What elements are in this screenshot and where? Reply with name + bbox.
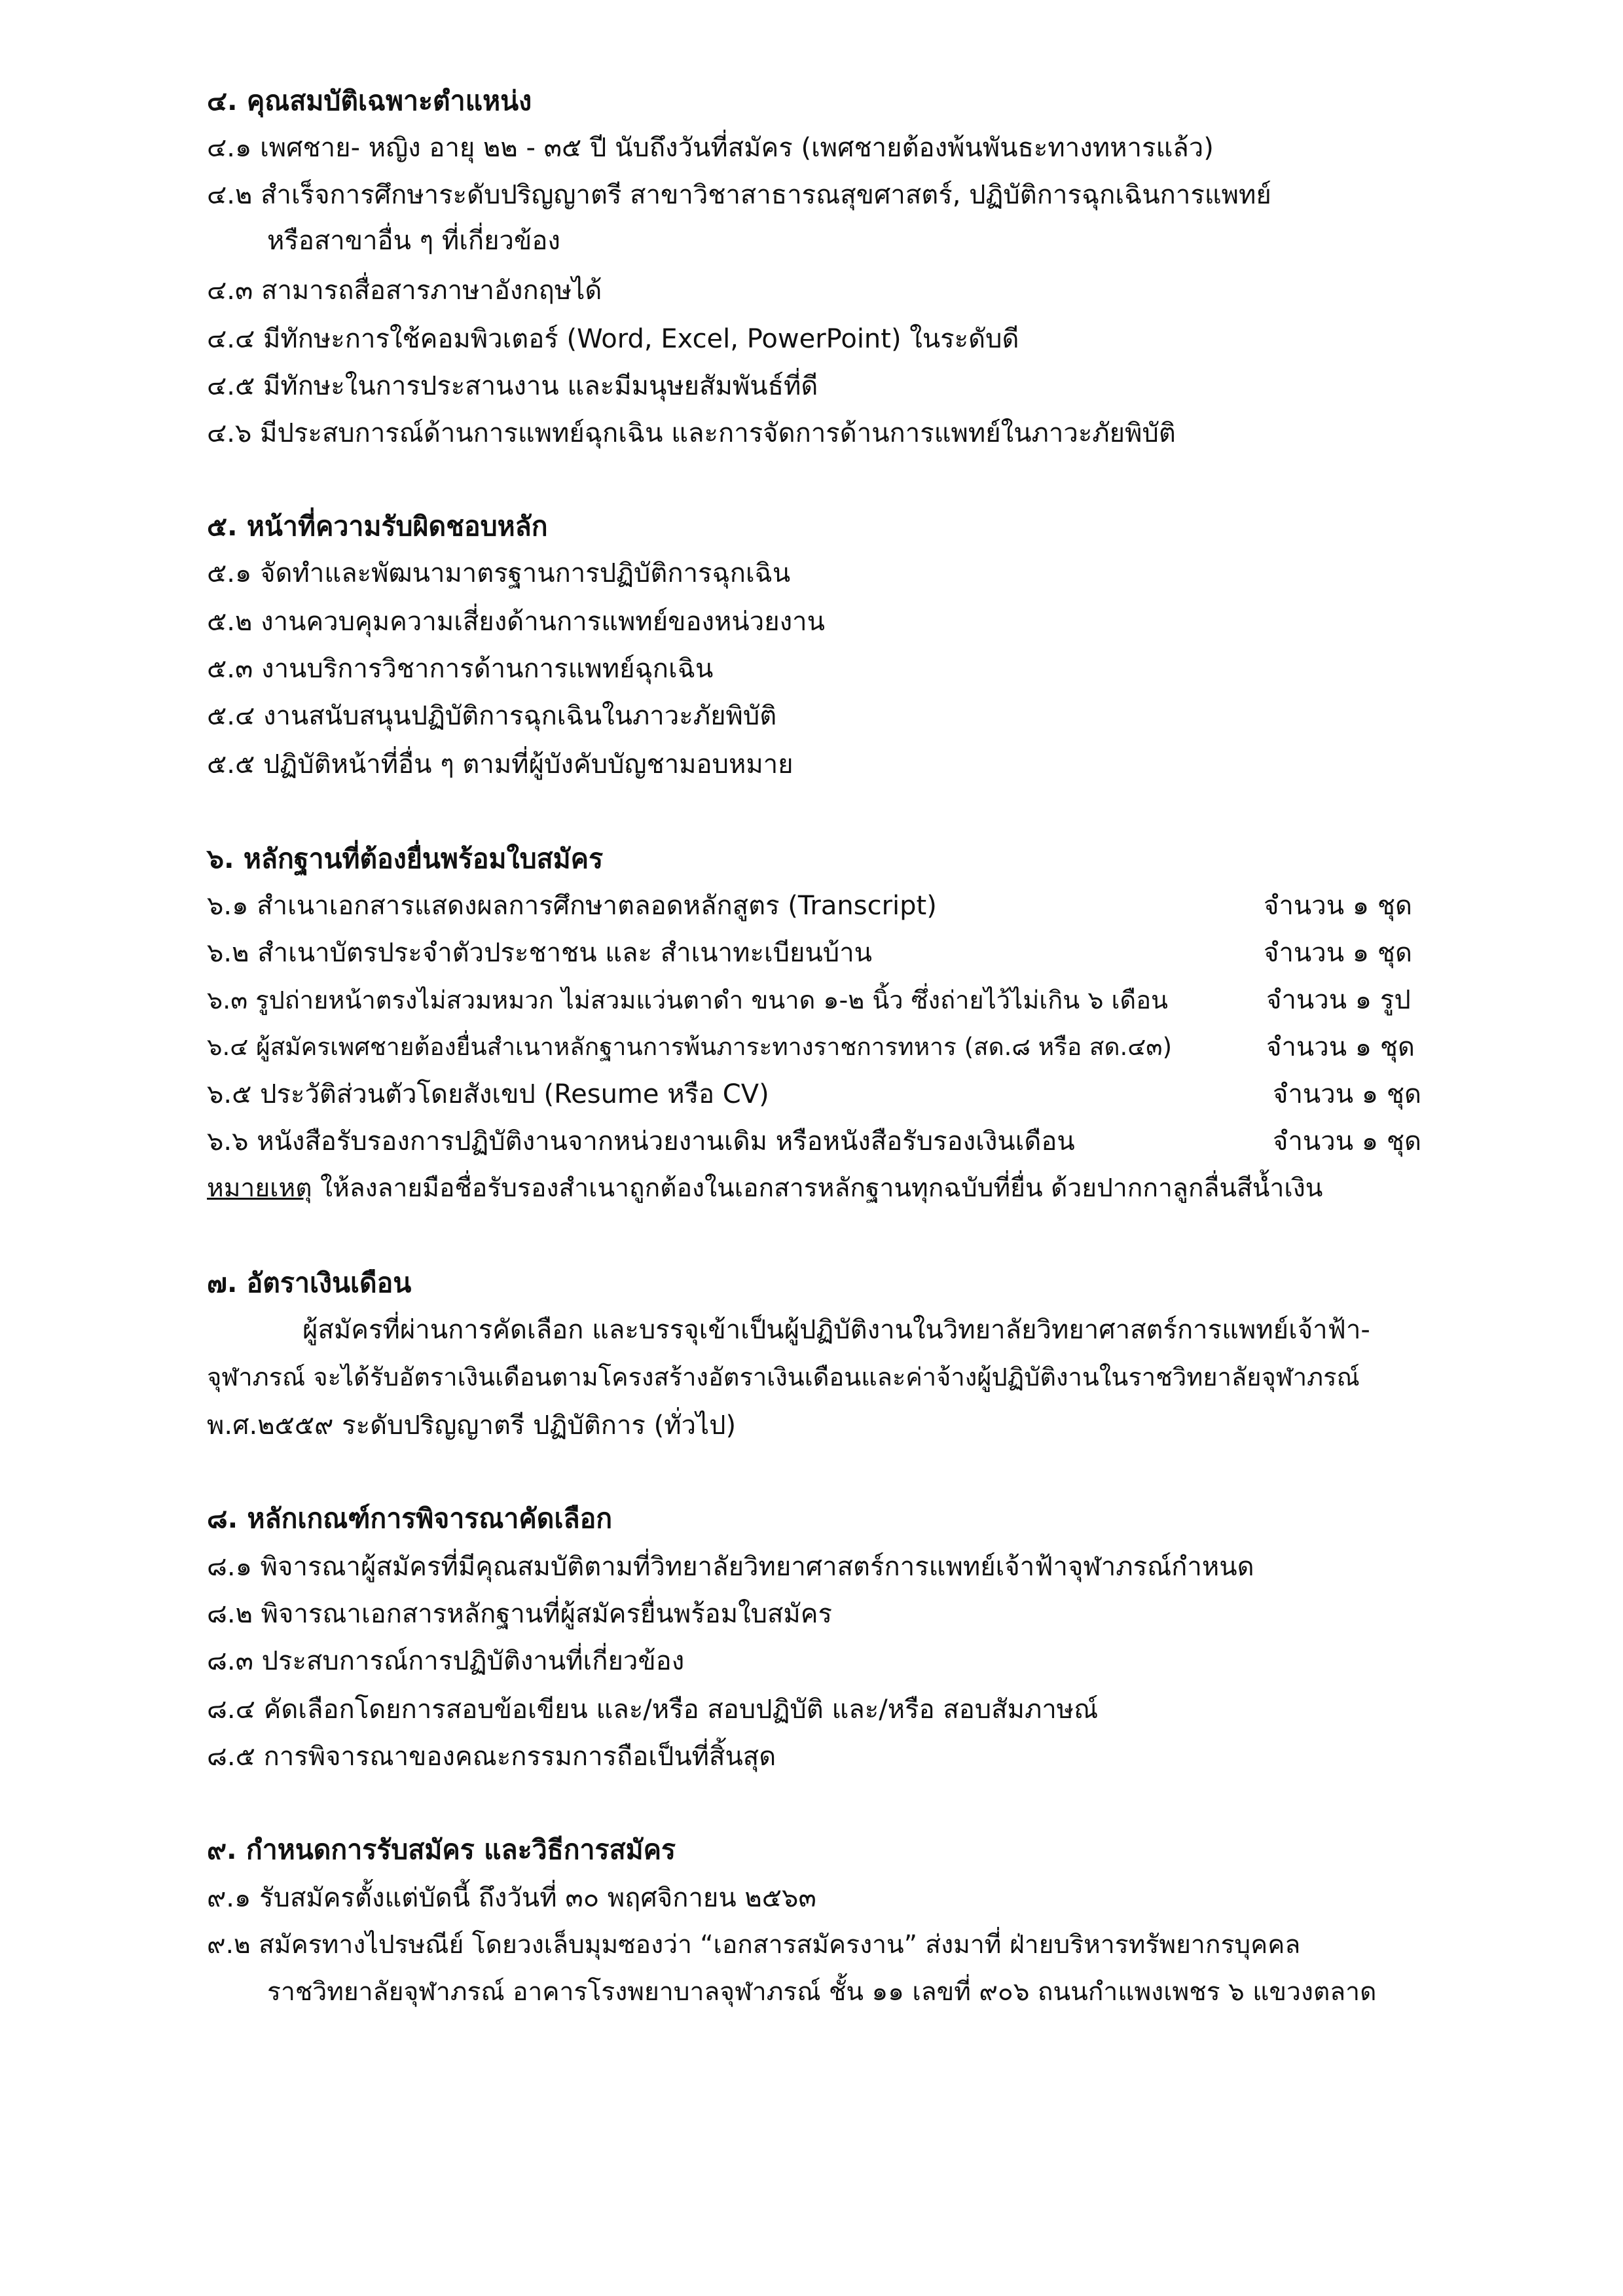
section-6-item-4-qty: จำนวน ๑ ชุด xyxy=(1266,1032,1415,1062)
note-text: ให้ลงลายมือชื่อรับรองสำเนาถูกต้องในเอกสารหลักฐานทุกฉบับที่ยื่น ด้วยปากกาลูกลื่นสีน้ำเงิน xyxy=(312,1174,1323,1203)
section-5-item-1: ๕.๑ จัดทำและพัฒนามาตรฐานการปฏิบัติการฉุกเฉิน xyxy=(207,558,791,588)
section-6-item-6-qty: จำนวน ๑ ชุด xyxy=(1273,1126,1421,1157)
section-8-item-2: ๘.๒ พิจารณาเอกสารหลักฐานที่ผู้สมัครยื่นพร้อมใบสมัคร xyxy=(207,1599,833,1629)
section-6-item-5: ๖.๕ ประวัติส่วนตัวโดยสังเขป (Resume หรือ CV) xyxy=(207,1079,769,1109)
section-9-item-2: ๙.๒ สมัครทางไปรษณีย์ โดยวงเล็บมุมซองว่า “เอกสารสมัครงาน” ส่งมาที่ ฝ่ายบริหารทรัพยากรบุคคล xyxy=(207,1930,1301,1960)
note-label: หมายเหตุ xyxy=(207,1174,312,1203)
section-8-item-4: ๘.๔ คัดเลือกโดยการสอบข้อเขียน และ/หรือ สอบปฏิบัติ และ/หรือ สอบสัมภาษณ์ xyxy=(207,1695,1099,1725)
section-8-item-5: ๘.๕ การพิจารณาของคณะกรรมการถือเป็นที่สิ้นสุด xyxy=(207,1742,776,1772)
section-6-item-2: ๖.๒ สำเนาบัตรประจำตัวประชาชน และ สำเนาทะเบียนบ้าน xyxy=(207,938,872,968)
section-6-item-3: ๖.๓ รูปถ่ายหน้าตรงไม่สวมหมวก ไม่สวมแว่นตาดำ ขนาด ๑-๒ นิ้ว ซึ่งถ่ายไว้ไม่เกิน ๖ เดือน xyxy=(207,986,1169,1014)
section-7-paragraph-line-2: จุฬาภรณ์ จะได้รับอัตราเงินเดือนตามโครงสร้างอัตราเงินเดือนและค่าจ้างผู้ปฏิบัติงานในราชวิทยาลัยจุฬาภรณ์ xyxy=(207,1363,1360,1391)
section-4-item-4: ๔.๔ มีทักษะการใช้คอมพิวเตอร์ (Word, Excel, PowerPoint) ในระดับดี xyxy=(207,324,1019,354)
section-4-item-2-cont: หรือสาขาอื่น ๆ ที่เกี่ยวข้อง xyxy=(267,226,560,256)
section-6-note xyxy=(207,1170,1322,1207)
section-7-paragraph-line-3: พ.ศ.๒๕๕๙ ระดับปริญญาตรี ปฏิบัติการ (ทั่วไป) xyxy=(207,1410,737,1441)
section-4-item-5: ๔.๕ มีทักษะในการประสานงาน และมีมนุษยสัมพันธ์ที่ดี xyxy=(207,371,818,401)
section-4-item-3: ๔.๓ สามารถสื่อสารภาษาอังกฤษได้ xyxy=(207,276,602,306)
section-9-item-1: ๙.๑ รับสมัครตั้งแต่บัดนี้ ถึงวันที่ ๓๐ พฤศจิกายน ๒๕๖๓ xyxy=(207,1883,816,1913)
section-7-paragraph-line-1: ผู้สมัครที่ผ่านการคัดเลือก และบรรจุเข้าเป็นผู้ปฏิบัติงานในวิทยาลัยวิทยาศาสตร์การแพทย์เจ้าฟ้า- xyxy=(302,1315,1370,1345)
section-9-heading: ๙. กำหนดการรับสมัคร และวิธีการสมัคร xyxy=(207,1834,676,1865)
section-5-item-3: ๕.๓ งานบริการวิชาการด้านการแพทย์ฉุกเฉิน xyxy=(207,654,714,684)
section-7-heading: ๗. อัตราเงินเดือน xyxy=(207,1267,412,1299)
section-6-item-1: ๖.๑ สำเนาเอกสารแสดงผลการศึกษาตลอดหลักสูตร (Transcript) xyxy=(207,891,937,921)
section-6-item-1-qty: จำนวน ๑ ชุด xyxy=(1264,891,1412,921)
section-4-heading: ๔. คุณสมบัติเฉพาะตำแหน่ง xyxy=(207,85,532,117)
section-8-heading: ๘. หลักเกณฑ์การพิจารณาคัดเลือก xyxy=(207,1503,613,1534)
section-5-heading: ๕. หน้าที่ความรับผิดชอบหลัก xyxy=(207,511,548,542)
section-6-item-5-qty: จำนวน ๑ ชุด xyxy=(1273,1079,1421,1109)
section-5-item-5: ๕.๕ ปฏิบัติหน้าที่อื่น ๆ ตามที่ผู้บังคับบัญชามอบหมาย xyxy=(207,749,793,780)
section-9-item-2-cont: ราชวิทยาลัยจุฬาภรณ์ อาคารโรงพยาบาลจุฬาภรณ์ ชั้น ๑๑ เลขที่ ๙๐๖ ถนนกำแพงเพชร ๖ แขวงตลาด xyxy=(267,1977,1377,2007)
section-5-item-2: ๕.๒ งานควบคุมความเสี่ยงด้านการแพทย์ของหน่วยงาน xyxy=(207,607,825,637)
section-8-item-3: ๘.๓ ประสบการณ์การปฏิบัติงานที่เกี่ยวข้อง xyxy=(207,1646,685,1676)
section-6-item-4: ๖.๔ ผู้สมัครเพศชายต้องยื่นสำเนาหลักฐานการพ้นภาระทางราชการทหาร (สด.๘ หรือ สด.๔๓) xyxy=(207,1033,1173,1061)
section-6-item-2-qty: จำนวน ๑ ชุด xyxy=(1264,938,1412,968)
section-4-item-2: ๔.๒ สำเร็จการศึกษาระดับปริญญาตรี สาขาวิชาสาธารณสุขศาสตร์, ปฏิบัติการฉุกเฉินการแพทย์ xyxy=(207,180,1271,210)
section-6-item-6: ๖.๖ หนังสือรับรองการปฏิบัติงานจากหน่วยงานเดิม หรือหนังสือรับรองเงินเดือน xyxy=(207,1126,1075,1157)
section-8-item-1: ๘.๑ พิจารณาผู้สมัครที่มีคุณสมบัติตามที่วิทยาลัยวิทยาศาสตร์การแพทย์เจ้าฟ้าจุฬาภรณ์กำหนด xyxy=(207,1552,1254,1582)
section-6-item-3-qty: จำนวน ๑ รูป xyxy=(1266,985,1411,1015)
section-4-item-1: ๔.๑ เพศชาย- หญิง อายุ ๒๒ - ๓๕ ปี นับถึงวันที่สมัคร (เพศชายต้องพ้นพันธะทางทหารแล้ว) xyxy=(207,133,1214,163)
section-4-item-6: ๔.๖ มีประสบการณ์ด้านการแพทย์ฉุกเฉิน และการจัดการด้านการแพทย์ในภาวะภัยพิบัติ xyxy=(207,418,1176,448)
section-6-heading: ๖. หลักฐานที่ต้องยื่นพร้อมใบสมัคร xyxy=(207,843,604,874)
section-5-item-4: ๕.๔ งานสนับสนุนปฏิบัติการฉุกเฉินในภาวะภัยพิบัติ xyxy=(207,701,777,731)
